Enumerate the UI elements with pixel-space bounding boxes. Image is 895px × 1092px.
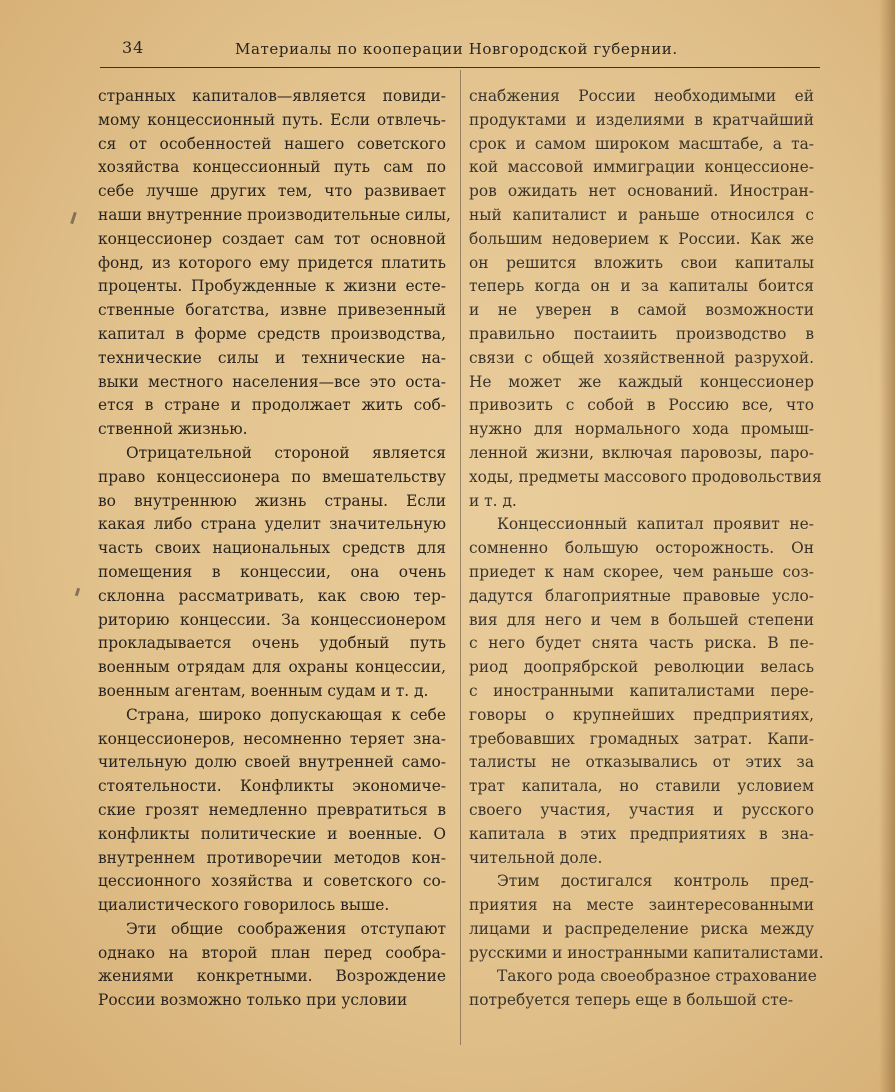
text-line: цессионного хозяйства и советского со- <box>98 872 446 891</box>
text-line: говоры о крупнейших предприятиях, <box>469 705 814 724</box>
text-line: Эти общие соображения отступают <box>126 919 446 938</box>
text-line: с него будет снята часть риска. В пе- <box>469 634 814 653</box>
text-line: ся от особенностей нашего советского <box>98 134 446 153</box>
text-line: ственной жизнью. <box>98 420 248 439</box>
page-number: 34 <box>122 38 145 57</box>
text-line: связи с общей хозяйственной разрухой. <box>469 348 814 367</box>
text-line: чительную долю своей внутренней само- <box>98 753 446 772</box>
right-column <box>469 85 824 1013</box>
text-line: стоятельности. Конфликты экономиче- <box>98 777 446 796</box>
text-line: проценты. Пробужденные к жизни есте- <box>98 277 446 296</box>
text-line: талисты не отказывались от этих за <box>469 753 814 772</box>
text-line: во внутреннюю жизнь страны. Если <box>98 491 446 510</box>
text-line: мому концессионный путь. Если отвлечь- <box>98 110 446 129</box>
text-line: Отрицательной стороной является <box>126 443 446 462</box>
text-line: хозяйства концессионный путь сам по <box>98 158 446 177</box>
text-line: странных капиталов—является повиди- <box>98 87 446 105</box>
text-line: жениями конкретными. Возрождение <box>98 967 446 986</box>
text-line: себе лучше других тем, что развивает <box>98 182 446 201</box>
text-line: с иностранными капиталистами пере- <box>469 681 814 700</box>
text-line: Не может же каждый концессионер <box>469 372 814 391</box>
text-line: ские грозят немедленно превратиться в <box>98 800 446 819</box>
text-line: чительной доле. <box>469 848 603 867</box>
text-line: привозить с собой в Россию все, что <box>469 396 814 415</box>
text-line: капитал в форме средств производства, <box>98 324 446 343</box>
text-line: нужно для нормального хода промыш- <box>469 420 814 439</box>
text-line: наши внутренние производительные силы, <box>98 205 451 224</box>
text-line: большим недоверием к России. Как же <box>469 229 814 248</box>
text-line: ный капиталист и раньше относился с <box>469 205 814 224</box>
text-line: ров ожидать нет оснований. Иностран- <box>469 182 814 201</box>
text-line: ленной жизни, включая паровозы, паро- <box>469 443 814 462</box>
text-line: конфликты политические и военные. О <box>98 824 446 843</box>
text-line: Такого рода своеобразное страхование <box>497 967 817 986</box>
text-line: право концессионера по вмешательству <box>98 467 446 486</box>
text-line: технические силы и технические на- <box>98 348 446 367</box>
text-line: помещения в концессии, она очень <box>98 562 446 581</box>
text-line: Страна, широко допускающая к себе <box>126 705 446 724</box>
text-line: риторию концессии. За концессионером <box>98 610 446 629</box>
running-title: Материалы по кооперации Новгородской губернии. <box>235 40 678 58</box>
text-line: вия для него и чем в большей степени <box>469 610 814 629</box>
text-line: ется в стране и продолжает жить соб- <box>98 396 446 415</box>
text-line: кой массовой иммиграции концессионе- <box>469 158 814 177</box>
text-line: снабжения России необходимыми ей <box>469 87 814 105</box>
text-line: однако на второй план перед сообра- <box>98 943 446 962</box>
text-line: ходы, предметы массового продовольствия <box>469 467 822 486</box>
page-edge-shadow <box>879 0 895 1092</box>
text-line: потребуется теперь еще в большой сте- <box>469 991 794 1010</box>
text-line: капитала в этих предприятиях в зна- <box>469 824 814 843</box>
text-line: приедет к нам скорее, чем раньше соз- <box>469 562 814 581</box>
text-line: риод доопрябрской революции велась <box>469 658 814 677</box>
text-line: продуктами и изделиями в кратчайший <box>469 110 814 129</box>
text-line: он решится вложить свои капиталы <box>469 253 814 272</box>
text-line: требовавших громадных затрат. Капи- <box>469 729 814 748</box>
text-line: русскими и иностранными капиталистами. <box>469 943 824 962</box>
text-line: выки местного населения—все это оста- <box>98 372 446 391</box>
text-line: дадутся благоприятные правовые усло- <box>469 586 814 605</box>
margin-mark <box>70 212 77 224</box>
text-line: лицами и распределение риска между <box>469 919 814 938</box>
page-header <box>100 28 820 68</box>
text-line: военным отрядам для охраны концессии, <box>98 658 446 677</box>
text-line: какая либо страна уделит значительную <box>98 515 446 534</box>
text-line: часть своих национальных средств для <box>98 539 446 558</box>
text-line: и не уверен в самой возможности <box>469 301 814 320</box>
margin-mark <box>75 588 80 597</box>
text-line: приятия на месте заинтересованными <box>469 896 814 915</box>
column-divider <box>460 70 461 1045</box>
text-line: прокладывается очень удобный путь <box>98 634 446 653</box>
text-line: срок и самом широком масштабе, а та- <box>469 134 814 153</box>
text-line: и т. д. <box>469 491 517 510</box>
text-line: России возможно только при условии <box>98 991 408 1010</box>
text-line: Этим достигался контроль пред- <box>497 872 814 891</box>
text-line: своего участия, участия и русского <box>469 800 814 819</box>
left-column <box>98 85 451 1013</box>
text-line: Концессионный капитал проявит не- <box>497 515 814 534</box>
header-rule <box>100 67 820 68</box>
text-line: фонд, из которого ему придется платить <box>98 253 446 272</box>
text-line: внутреннем противоречии методов кон- <box>98 848 446 867</box>
text-line: циалистического говорилось выше. <box>98 896 390 915</box>
text-line: военным агентам, военным судам и т. д. <box>98 681 429 700</box>
text-line: концессионер создает сам тот основной <box>98 229 446 248</box>
text-line: трат капитала, но ставили условием <box>469 777 814 796</box>
text-line: концессионеров, несомненно теряет зна- <box>98 729 446 748</box>
text-line: сомненно большую осторожность. Он <box>469 539 814 558</box>
text-line: склонна рассматривать, как свою тер- <box>98 586 446 605</box>
text-line: ственные богатства, извне привезенный <box>98 301 446 320</box>
text-line: теперь когда он и за капиталы боится <box>469 277 814 296</box>
text-line: правильно постаиить производство в <box>469 324 814 343</box>
